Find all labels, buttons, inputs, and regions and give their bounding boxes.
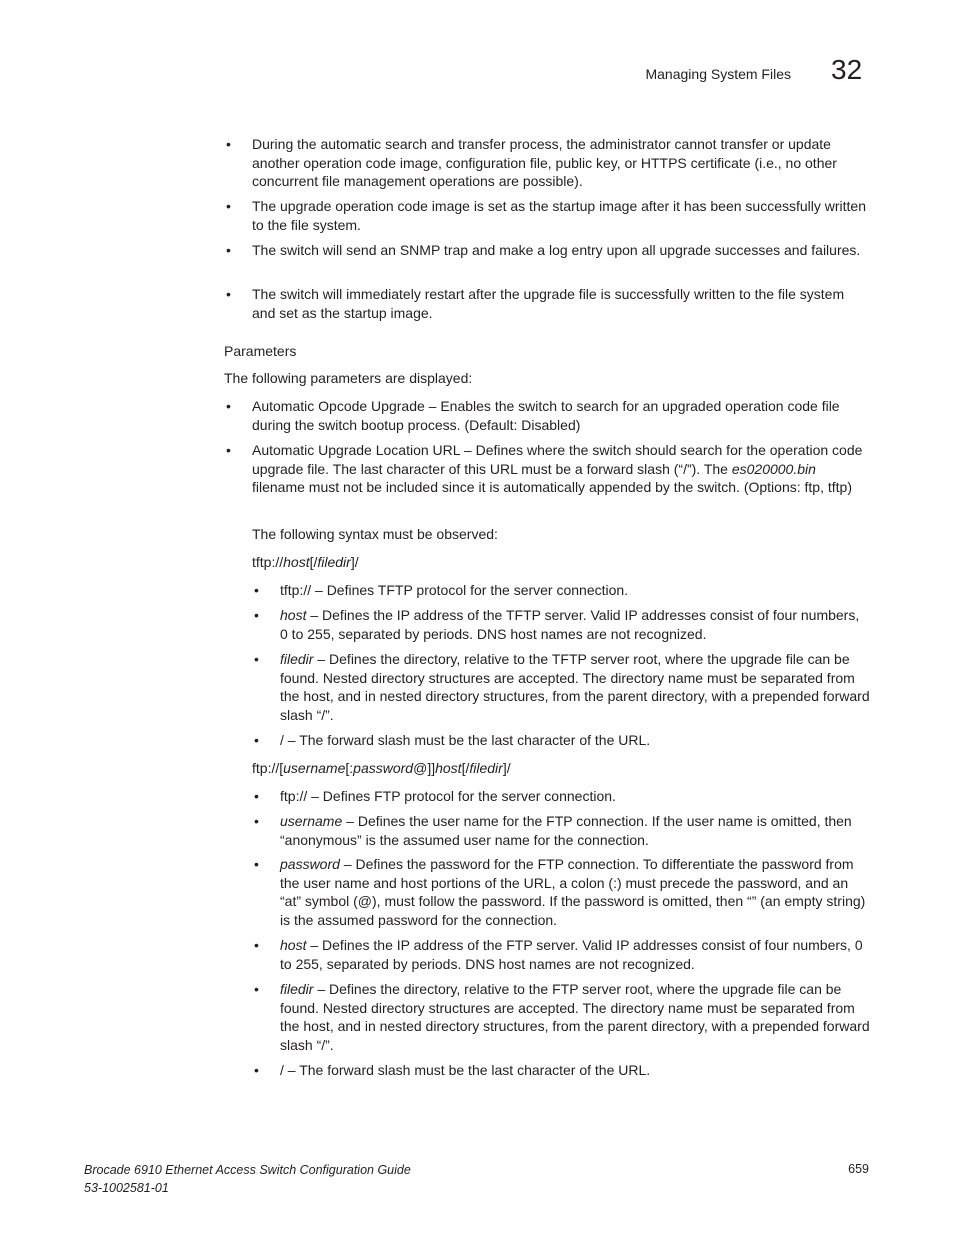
syntax-bracket: [ <box>309 554 314 570</box>
footer-guide-title: Brocade 6910 Ethernet Access Switch Configuration Guide <box>84 1163 411 1177</box>
bullet-glyph: • <box>226 242 231 258</box>
bullet-text <box>280 581 870 600</box>
syntax-bracket: ]] <box>427 760 436 776</box>
tftp-syntax <box>252 553 870 572</box>
bullet-text <box>280 650 870 725</box>
item-term: tftp:// <box>280 582 312 598</box>
parameter-desc: – Enables the switch to search for an upgraded operation code file during the switch bootup process. (Default: Disabled) <box>252 398 840 433</box>
syntax-protocol: ftp:// <box>252 760 280 776</box>
item-term: ftp:// <box>280 788 308 804</box>
syntax-bracket: ] <box>502 760 507 776</box>
item-desc: – Defines the directory, relative to the FTP server root, where the upgrade file can be found. Nested directory structures are accepted. The directory name must be separated from the host, and in nested directory structures, from the parent directory, with a prepended forward slash “/”. <box>280 981 870 1054</box>
bullet-text: The switch will send an SNMP trap and make a log entry upon all upgrade successes and failures. <box>252 242 861 258</box>
bullet-text <box>280 855 870 930</box>
syntax-username: username <box>283 760 346 776</box>
syntax-slash: / <box>354 554 359 570</box>
item-desc: – Defines the IP address of the TFTP server. Valid IP addresses consist of four numbers, 0 to 255, separated by periods. DNS host names are not recognized. <box>280 607 860 642</box>
bullet-glyph: • <box>254 582 259 598</box>
bullet-text: The upgrade operation code image is set as the startup image after it has been successfully written to the file system. <box>252 198 867 233</box>
bullet-glyph: • <box>254 788 259 804</box>
bullet-glyph: • <box>254 981 259 997</box>
syntax-protocol: tftp:// <box>252 554 284 570</box>
bullet-text <box>280 787 870 806</box>
bullet-text: The switch will immediately restart after the upgrade file is successfully written to the file system and set as the startup image. <box>252 286 845 321</box>
syntax-colon: : <box>349 760 354 776</box>
item-term: host <box>280 607 307 623</box>
running-header-title: Managing System Files <box>645 66 791 82</box>
syntax-slash: / <box>506 760 511 776</box>
bullet-text: During the automatic search and transfer process, the administrator cannot transfer or update another operation code image, configuration file, public key, or HTTPS certificate (i.e., no other concurrent file management operations are possible). <box>252 136 837 190</box>
chapter-number: 32 <box>831 54 863 85</box>
syntax-password: password <box>353 760 414 776</box>
parameter-term: Automatic Upgrade Location URL <box>252 442 461 458</box>
bullet-text <box>280 606 870 643</box>
bullet-text <box>280 980 870 1055</box>
parameters-intro: The following parameters are displayed: <box>224 370 473 386</box>
syntax-slash: / <box>465 760 470 776</box>
bullet-glyph: • <box>254 1062 259 1078</box>
syntax-intro: The following syntax must be observed: <box>252 526 498 542</box>
bullet-glyph: • <box>226 136 231 152</box>
item-desc: – Defines the password for the FTP connection. To differentiate the password from the user name and host portions of the URL, a colon (:) must precede the password, and an “at” symbol (@), must follow the password. If the password is omitted, then “” (an empty string) is the assumed password for the connection. <box>280 856 866 929</box>
bullet-text <box>252 441 870 497</box>
ftp-syntax <box>252 759 870 778</box>
syntax-filedir: filedir <box>469 760 503 776</box>
filename-italic: es020000.bin <box>731 460 816 477</box>
bullet-glyph: • <box>254 651 259 667</box>
bullet-glyph: • <box>226 286 231 302</box>
item-desc: – The forward slash must be the last character of the URL. <box>283 1062 651 1078</box>
syntax-host: host <box>283 554 310 570</box>
bullet-text <box>280 936 870 973</box>
bullet-glyph: • <box>226 198 231 214</box>
bullet-text <box>280 1061 870 1080</box>
syntax-bracket: ] <box>350 554 355 570</box>
section-heading: Parameters <box>224 343 297 359</box>
item-desc: – Defines FTP protocol for the server connection. <box>307 788 616 804</box>
syntax-at: @ <box>413 760 428 776</box>
parameter-desc: – Defines where the switch should search for the operation code upgrade file. The last character of this URL must be a forward slash (“/”). The <box>252 442 863 477</box>
bullet-glyph: • <box>254 813 259 829</box>
bullet-glyph: • <box>254 856 259 872</box>
item-term: filedir <box>280 981 314 997</box>
item-term: password <box>280 856 340 872</box>
item-desc: – The forward slash must be the last character of the URL. <box>283 732 651 748</box>
item-term: / <box>280 1062 284 1078</box>
item-term: host <box>280 937 307 953</box>
item-term: filedir <box>280 651 314 667</box>
bullet-text <box>280 812 870 849</box>
item-term: / <box>280 732 284 748</box>
syntax-filedir: filedir <box>317 554 351 570</box>
parameter-term: Automatic Opcode Upgrade <box>252 398 425 414</box>
syntax-slash: / <box>313 554 318 570</box>
parameter-desc-cont: filename must not be included since it is automatically appended by the switch. (Options: ftp, tftp) <box>252 479 852 496</box>
bullet-glyph: • <box>226 398 231 414</box>
bullet-text <box>280 731 870 750</box>
footer-doc-number: 53-1002581-01 <box>84 1181 169 1195</box>
item-desc: – Defines the directory, relative to the TFTP server root, where the upgrade file can be found. Nested directory structures are accepted. The directory name must be separated from the host, and in nested directory structures, from the parent directory, with a prepended forward slash “/”. <box>280 651 870 724</box>
item-term: username <box>280 813 343 829</box>
bullet-glyph: • <box>226 442 231 458</box>
syntax-bracket: [ <box>279 760 284 776</box>
item-desc: – Defines the user name for the FTP connection. If the user name is omitted, then “anonymous” is the assumed user name for the connection. <box>280 813 852 848</box>
page-number: 659 <box>848 1162 869 1176</box>
syntax-bracket: [ <box>345 760 350 776</box>
item-desc: – Defines TFTP protocol for the server connection. <box>311 582 629 598</box>
bullet-glyph: • <box>254 732 259 748</box>
bullet-text <box>252 397 870 434</box>
bullet-glyph: • <box>254 607 259 623</box>
item-desc: – Defines the IP address of the FTP server. Valid IP addresses consist of four numbers, 0 to 255, separated by periods. DNS host names are not recognized. <box>280 937 863 972</box>
syntax-host: host <box>435 760 462 776</box>
bullet-glyph: • <box>254 937 259 953</box>
syntax-bracket: [ <box>461 760 466 776</box>
